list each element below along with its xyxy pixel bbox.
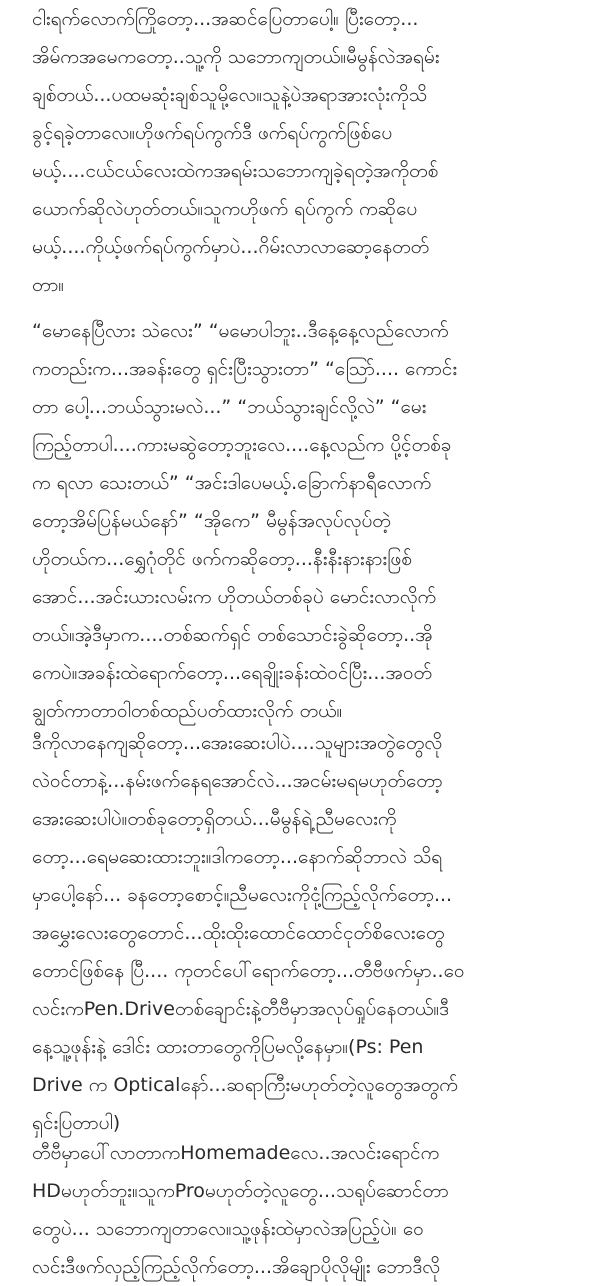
text-line: အမွှေးလေးတွေတောင်...ထိုးထိုးထောင်ထောင်ငုတ်စိလေးတွေ [32,922,445,944]
text-line: တီဗီမှာပေါ်လာတာကHomemadeလေ..အလင်းရောင်က [32,1142,440,1164]
paragraph-2 [32,312,584,730]
text-line: Drive က Opticalနော်...ဆရာကြီးမဟုတ်တဲ့လူတွေအတွက် [32,1074,458,1096]
text-line: လဲဝင်တာနဲ့...နမ်းဖက်နေရအောင်လဲ...အငမ်းမရမဟုတ်တော့ [32,770,443,792]
text-line: တော့အိမ်ပြန်မယ်နော်” “အိုကေ” မီမွန်အလုပ်လုပ်တဲ့ [32,510,391,532]
text-line: ငါးရက်လောက်ကြိုတော့...အဆင်ပြေတာပေါ့။ ပြီးတော့... [32,8,419,30]
text-line: “မောနေပြီလား သဲလေး” “မမောပါဘူး..ဒီနေ့နေ့လည်လောက် [32,320,449,342]
text-line: ရှင်းပြတာပါ) [32,1112,121,1134]
text-line: တယ်။အဲ့ဒီမှာက....တစ်ဆက်ရှင် တစ်သောင်းခွဲဆိုတော့..အို [32,624,433,646]
text-line: တော့...ရေမဆေးထားဘူး။ဒါကတော့...နောက်ဆိုဘာလဲ သိရ [32,846,443,868]
text-line: တောင်ဖြစ်နေ ပြီ.... ကုတင်ပေါ်ရောက်တော့...တီဗီဖက်မှာ..ဝေ [32,960,465,982]
text-line: တာ။ [32,274,65,296]
text-line: ဒီကိုလာနေကျဆိုတော့...အေးဆေးပါပဲ....သူများအတွဲတွေလို [32,732,443,754]
text-line: နေ့သူ့ဖုန်းနဲ့ ဒေါင်း ထားတာတွေကိုပြမလို့နေမှာ။(Ps: Pen [32,1036,424,1058]
text-line: တွေပဲ... သဘောကျတာလေ။သူ့ဖုန်းထဲမှာလဲအပြည့်ပဲ။ ဝေ [32,1218,424,1240]
text-line: ဟိုတယ်က...ရွှေဂုံတိုင် ဖက်ကဆိုတော့...နီးနီးနားနားဖြစ် [32,548,412,570]
text-line: အေးဆေးပါပဲ။တစ်ခုတော့ရှိတယ်...မီမွန်ရဲ့ညီမလေးကို [32,808,397,830]
text-line: ချစ်တယ်...ပထမဆုံးချစ်သူမို့လေ။သူနဲ့ပဲအရာအားလုံးကိုသိ [32,84,428,106]
text-line: မှာပေါ့နော်... ခနတော့စောင့်။ညီမလေးကိုငုံ့ကြည့်လိုက်တော့... [32,884,453,906]
paragraph-1 [32,0,584,304]
text-line: ကေပဲ။အခန်းထဲရောက်တော့...ရေချိုးခန်းထဲဝင်ပြီး...အဝတ် [32,662,433,684]
text-line: လင်းကPen.Driveတစ်ချောင်းနဲ့တီဗီမှာအလုပ်ရှုပ်နေတယ်။ဒီ [32,998,450,1020]
text-line: ကြည့်တာပါ....ကားမဆွဲတော့ဘူးလေ....နေ့လည်က ပို့င့်တစ်ခု [32,434,452,456]
text-line: မယ့်....ကိုယ့်ဖက်ရပ်ကွက်မှာပဲ...ဂိမ်းလာလာဆော့နေတတ် [32,236,430,258]
text-line: ခွင့်ရခဲ့တာလေ။ဟိုဖက်ရပ်ကွက်ဒီ ဖက်ရပ်ကွက်ဖြစ်ပေ [32,122,393,144]
text-line: HDမဟုတ်ဘူး။သူကProမဟုတ်တဲ့လူတွေ...သရုပ်ဆောင်တာ [32,1180,449,1202]
text-line: အိမ်ကအမေကတော့..သူ့ကို သဘောကျတယ်။မီမွန်လဲအရမ်း [32,46,440,68]
text-line: အောင်...အင်းယားလမ်းက ဟိုတယ်တစ်ခုပဲ မောင်းလာလိုက် [32,586,437,608]
paragraph-3 [32,724,584,1142]
text-line: လင်းဒီဖက်လှည့်ကြည့်လိုက်တော့...အိချောပိုလိုမျိုး ဘောဒီလို [32,1256,441,1278]
text-line: က ရလာ သေးတယ်” “အင်းဒါပေမယ့်.ခြောက်နာရီလောက် [32,472,432,494]
text-line: ချွတ်ကာတာဝါတစ်ထည်ပတ်ထားလိုက် တယ်။ [32,700,343,722]
text-line: ကတည်းက...အခန်းတွေ ရှင်းပြီးသွားတာ” “သြော်.... ကောင်း [32,358,458,380]
text-line: မယ့်....ငယ်ငယ်လေးထဲကအရမ်းသဘောကျခဲ့ရတဲ့အကိုတစ် [32,160,439,182]
paragraph-4 [32,1134,584,1286]
text-line: ယောက်ဆိုလဲဟုတ်တယ်။သူကဟိုဖက် ရပ်ကွက် ကဆိုပေ [32,198,418,220]
text-line: တာ ပေါ့...ဘယ်သွားမလဲ...” “ဘယ်သွားချင်လို့လဲ” “မေး [32,396,427,418]
